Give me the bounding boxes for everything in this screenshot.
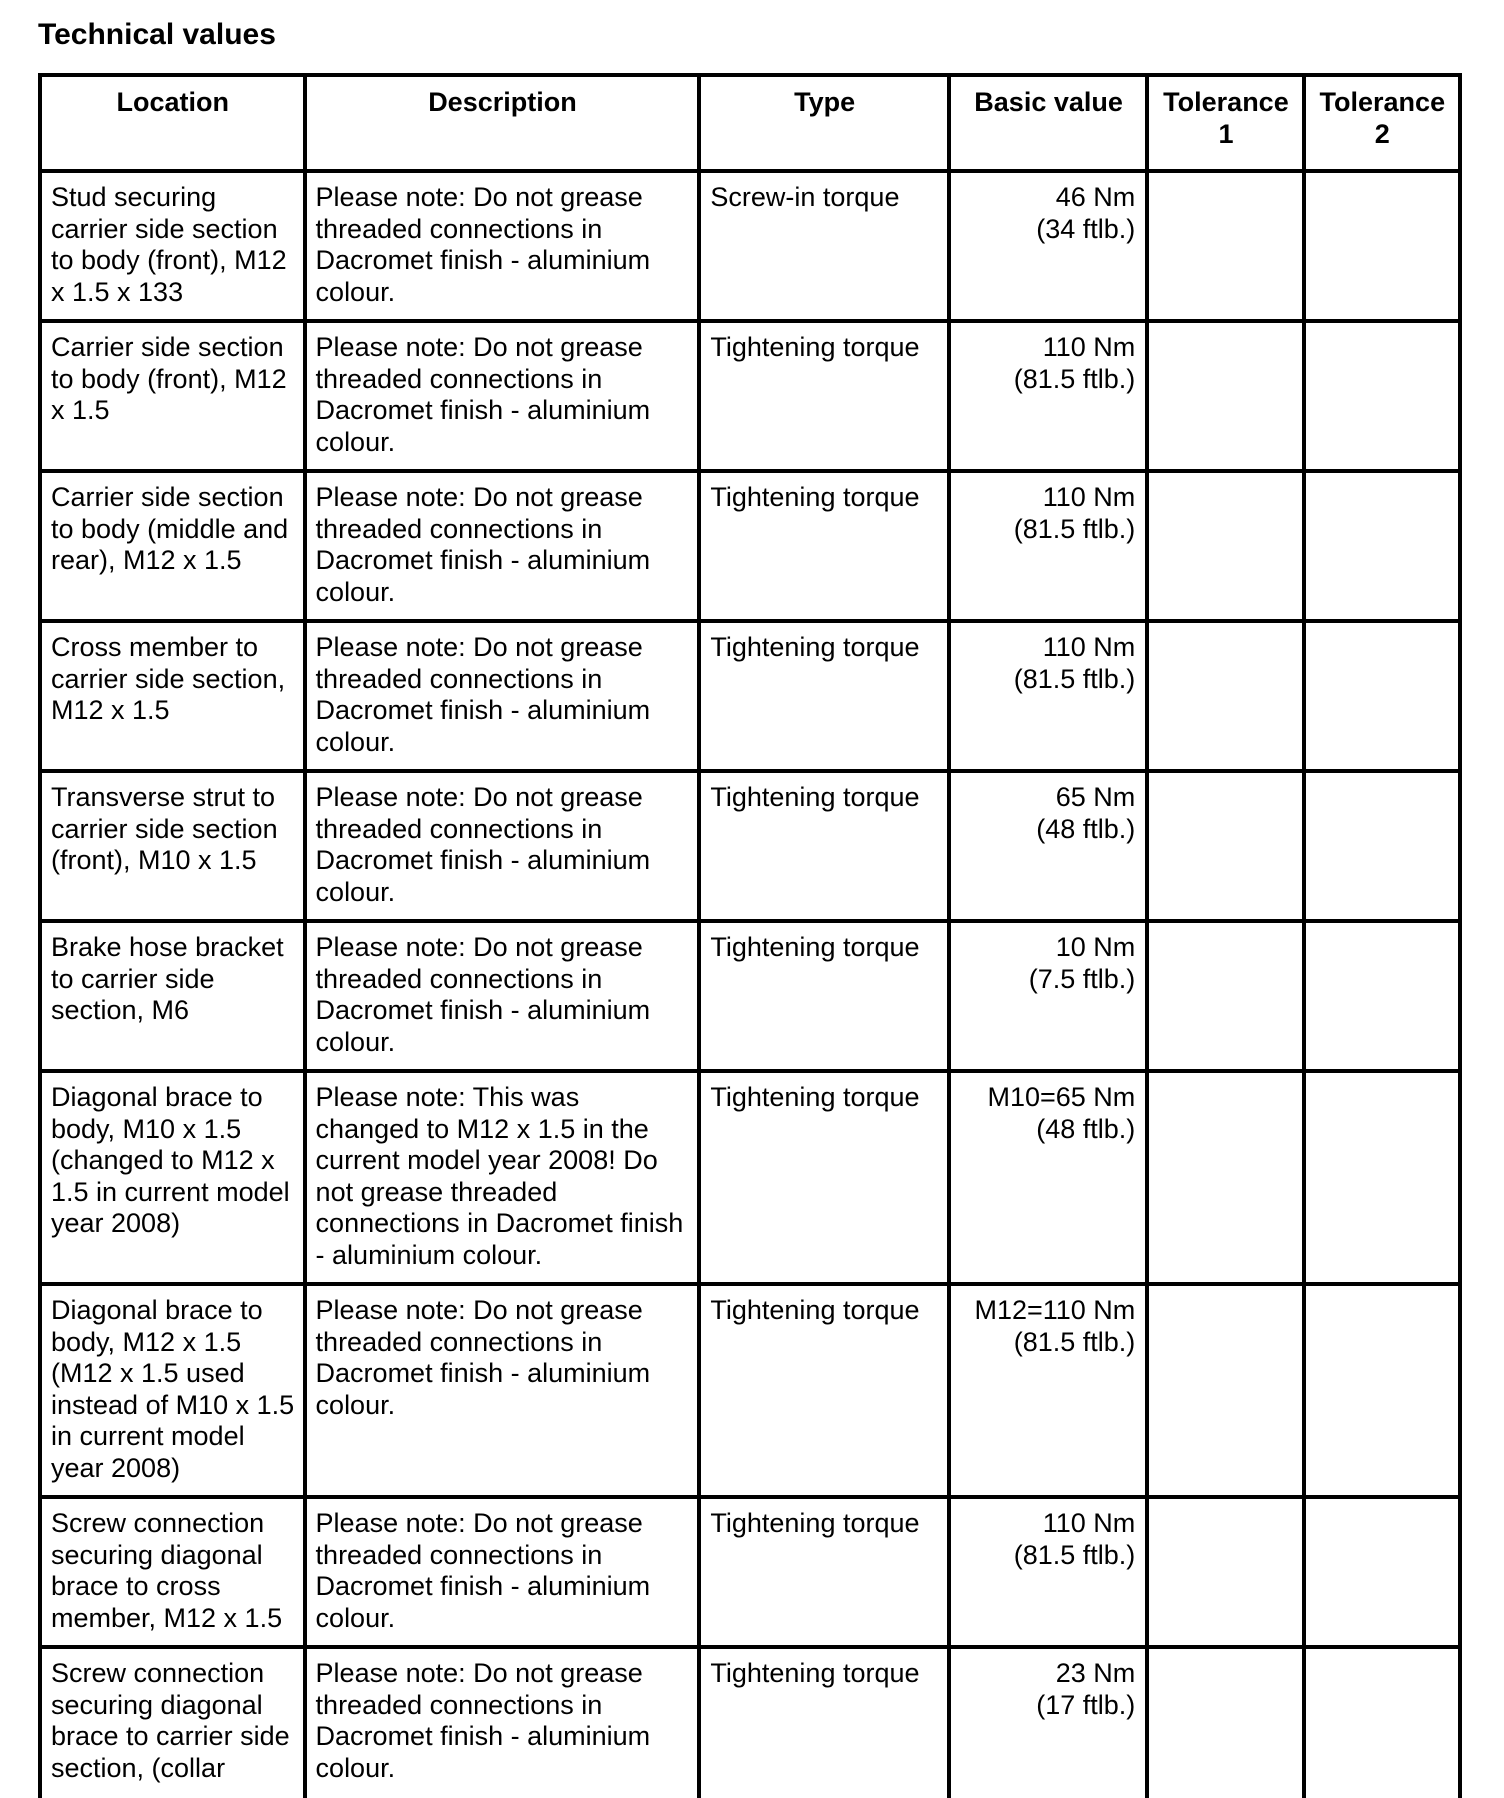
- value-nm: 110 Nm: [1042, 1508, 1136, 1538]
- table-row: [40, 621, 1460, 771]
- cell-tolerance-1: [1147, 1071, 1303, 1284]
- value-ftlb: (81.5 ftlb.): [1013, 513, 1136, 544]
- table-row: [40, 921, 1460, 1071]
- cell-basic-value: [949, 771, 1147, 921]
- technical-values-table-container: [38, 73, 1462, 1798]
- cell-description: Please note: Do not grease threaded connections in Dacromet finish - aluminium colour.: [305, 321, 700, 471]
- cell-description: Please note: Do not grease threaded connections in Dacromet finish - aluminium colour.: [305, 1647, 700, 1798]
- cell-location: Diagonal brace to body, M12 x 1.5 (M12 x 1.5 used instead of M10 x 1.5 in current model year 2008): [40, 1284, 305, 1497]
- table-row: [40, 1071, 1460, 1284]
- cell-description: Please note: This was changed to M12 x 1.5 in the current model year 2008! Do not grease threaded connections in Dacromet finish - aluminium colour.: [305, 1071, 700, 1284]
- cell-basic-value: [949, 321, 1147, 471]
- cell-type: Tightening torque: [699, 771, 949, 921]
- value-nm: 65 Nm: [1055, 782, 1136, 812]
- table-row: [40, 1497, 1460, 1647]
- cell-tolerance-2: [1304, 171, 1460, 321]
- value-nm: 46 Nm: [1055, 182, 1136, 212]
- cell-type: Tightening torque: [699, 621, 949, 771]
- header-basic-value: Basic value: [949, 75, 1147, 171]
- cell-location: Carrier side section to body (middle and rear), M12 x 1.5: [40, 471, 305, 621]
- table-row: [40, 171, 1460, 321]
- cell-basic-value: [949, 471, 1147, 621]
- header-type: Type: [699, 75, 949, 171]
- cell-description: Please note: Do not grease threaded connections in Dacromet finish - aluminium colour.: [305, 621, 700, 771]
- cell-tolerance-1: [1147, 1497, 1303, 1647]
- cell-description: Please note: Do not grease threaded connections in Dacromet finish - aluminium colour.: [305, 171, 700, 321]
- header-tolerance-1: Tolerance 1: [1147, 75, 1303, 171]
- cell-basic-value: [949, 171, 1147, 321]
- cell-type: Tightening torque: [699, 321, 949, 471]
- cell-tolerance-2: [1304, 471, 1460, 621]
- header-tolerance-2: Tolerance 2: [1304, 75, 1460, 171]
- cell-description: Please note: Do not grease threaded connections in Dacromet finish - aluminium colour.: [305, 771, 700, 921]
- table-row: [40, 471, 1460, 621]
- cell-type: Tightening torque: [699, 1071, 949, 1284]
- cell-tolerance-1: [1147, 921, 1303, 1071]
- cell-tolerance-2: [1304, 771, 1460, 921]
- cell-type: Tightening torque: [699, 1284, 949, 1497]
- cell-tolerance-2: [1304, 1071, 1460, 1284]
- technical-values-table: [38, 73, 1462, 1798]
- cell-description: Please note: Do not grease threaded connections in Dacromet finish - aluminium colour.: [305, 471, 700, 621]
- value-ftlb: (81.5 ftlb.): [1013, 1326, 1136, 1357]
- value-nm: M10=65 Nm: [987, 1082, 1136, 1112]
- cell-basic-value: [949, 1497, 1147, 1647]
- value-ftlb: (48 ftlb.): [1036, 813, 1136, 844]
- cell-description: Please note: Do not grease threaded connections in Dacromet finish - aluminium colour.: [305, 1284, 700, 1497]
- cell-tolerance-2: [1304, 1284, 1460, 1497]
- cell-basic-value: [949, 1071, 1147, 1284]
- cell-location: Cross member to carrier side section, M12 x 1.5: [40, 621, 305, 771]
- cell-location: Screw connection securing diagonal brace to cross member, M12 x 1.5: [40, 1497, 305, 1647]
- table-row: [40, 771, 1460, 921]
- cell-tolerance-2: [1304, 1497, 1460, 1647]
- header-location: Location: [40, 75, 305, 171]
- cell-type: Tightening torque: [699, 471, 949, 621]
- cell-tolerance-2: [1304, 921, 1460, 1071]
- cell-tolerance-1: [1147, 471, 1303, 621]
- cell-tolerance-2: [1304, 321, 1460, 471]
- value-ftlb: (7.5 ftlb.): [1028, 963, 1136, 994]
- value-ftlb: (81.5 ftlb.): [1013, 663, 1136, 694]
- cell-location: Transverse strut to carrier side section (front), M10 x 1.5: [40, 771, 305, 921]
- cell-type: Screw-in torque: [699, 171, 949, 321]
- value-ftlb: (81.5 ftlb.): [1013, 363, 1136, 394]
- cell-type: Tightening torque: [699, 921, 949, 1071]
- cell-location: Screw connection securing diagonal brace to carrier side section, (collar: [40, 1647, 305, 1798]
- cell-basic-value: [949, 1647, 1147, 1798]
- header-description: Description: [305, 75, 700, 171]
- cell-location: Stud securing carrier side section to body (front), M12 x 1.5 x 133: [40, 171, 305, 321]
- table-row: [40, 1647, 1460, 1798]
- cell-basic-value: [949, 1284, 1147, 1497]
- cell-tolerance-1: [1147, 771, 1303, 921]
- cell-tolerance-2: [1304, 621, 1460, 771]
- table-header-row: [40, 75, 1460, 171]
- value-ftlb: (81.5 ftlb.): [1013, 1539, 1136, 1570]
- cell-tolerance-1: [1147, 621, 1303, 771]
- table-row: [40, 1284, 1460, 1497]
- value-ftlb: (17 ftlb.): [1036, 1689, 1136, 1720]
- value-nm: 110 Nm: [1042, 482, 1136, 512]
- cell-type: Tightening torque: [699, 1497, 949, 1647]
- value-nm: 110 Nm: [1042, 332, 1136, 362]
- cell-description: Please note: Do not grease threaded connections in Dacromet finish - aluminium colour.: [305, 921, 700, 1071]
- value-nm: 10 Nm: [1055, 932, 1136, 962]
- cell-location: Brake hose bracket to carrier side section, M6: [40, 921, 305, 1071]
- page-title: Technical values: [38, 18, 276, 51]
- cell-tolerance-1: [1147, 1647, 1303, 1798]
- cell-tolerance-1: [1147, 1284, 1303, 1497]
- value-nm: 23 Nm: [1055, 1658, 1136, 1688]
- table-row: [40, 321, 1460, 471]
- value-nm: M12=110 Nm: [974, 1295, 1136, 1325]
- cell-tolerance-2: [1304, 1647, 1460, 1798]
- cell-description: Please note: Do not grease threaded connections in Dacromet finish - aluminium colour.: [305, 1497, 700, 1647]
- value-ftlb: (34 ftlb.): [1036, 213, 1136, 244]
- value-ftlb: (48 ftlb.): [1036, 1113, 1136, 1144]
- cell-location: Diagonal brace to body, M10 x 1.5 (changed to M12 x 1.5 in current model year 2008): [40, 1071, 305, 1284]
- cell-tolerance-1: [1147, 171, 1303, 321]
- cell-location: Carrier side section to body (front), M12 x 1.5: [40, 321, 305, 471]
- cell-type: Tightening torque: [699, 1647, 949, 1798]
- cell-basic-value: [949, 921, 1147, 1071]
- cell-tolerance-1: [1147, 321, 1303, 471]
- value-nm: 110 Nm: [1042, 632, 1136, 662]
- cell-basic-value: [949, 621, 1147, 771]
